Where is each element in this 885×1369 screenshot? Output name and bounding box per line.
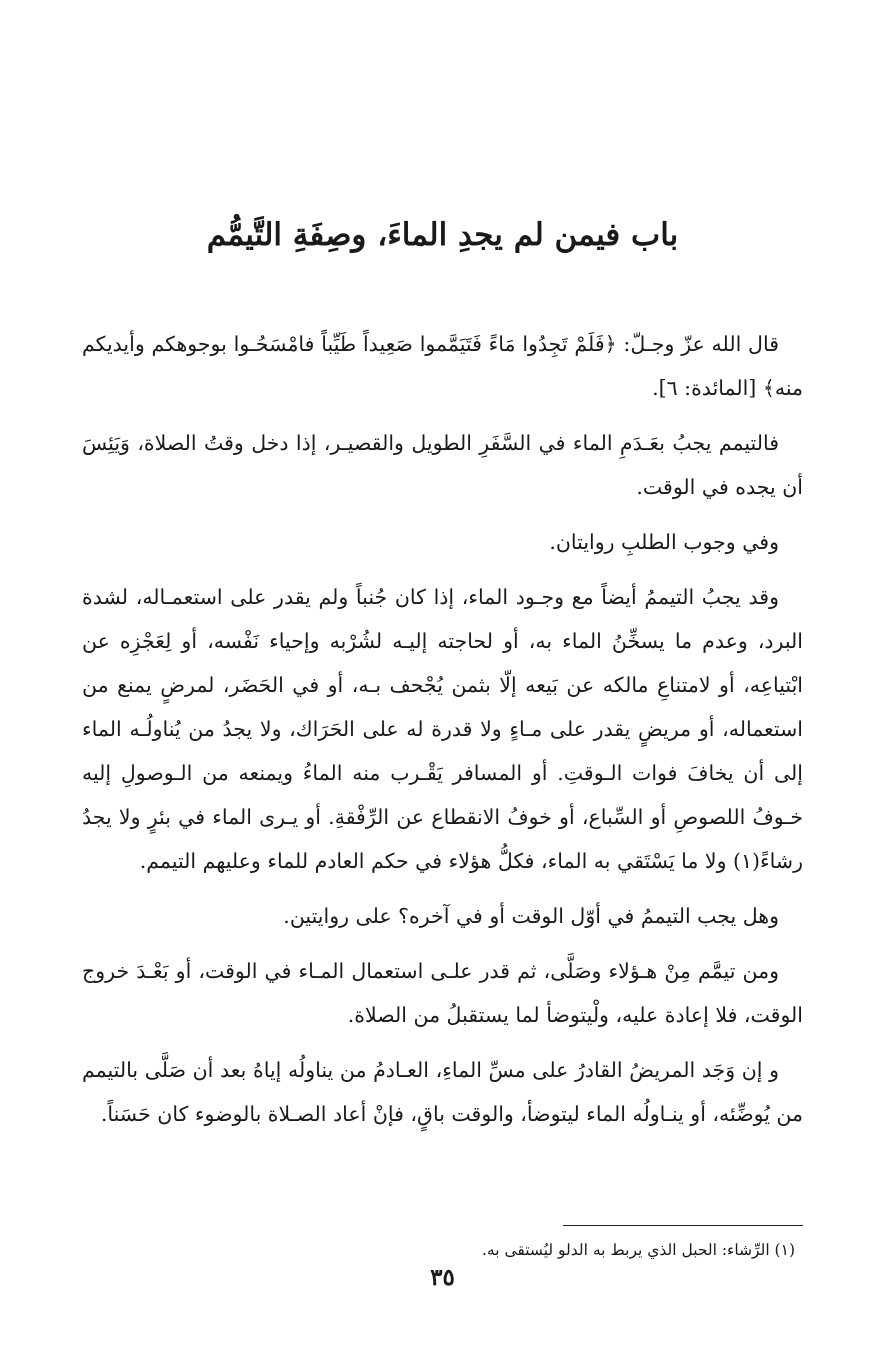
paragraph: وفي وجوب الطلبِ روايتان. <box>549 530 779 554</box>
paragraph: و إن وَجَد المريضُ القادرُ على مسِّ الماءِ، العـادمُ من يناولُه إياهُ بعد أن صَلَّى بالتيمم من يُوضِّئه، أو ينـاولُه الماء ليتوضأ، والوقت باقٍ، فإنْ أعاد الصـلاة بالوضوء كان حَسَناً. <box>82 1058 803 1126</box>
page-number: ٣٥ <box>430 1264 455 1291</box>
paragraph: فالتيمم يجبُ بعَـدَمِ الماء في السَّفَرِ الطويل والقصيـر، إذا دخل وقتُ الصلاة، وَيَئِسَ أن يجده في الوقت. <box>82 431 803 499</box>
paragraph-quran-verse: قال الله عزّ وجـلّ: ﴿فَلَمْ تَجِدُوا مَاءً فَتَيَمَّموا صَعِيداً طَيِّباً فامْسَحُـوا بوجوهكم وأيديكم منه﴾ [المائدة: ٦]. <box>82 332 803 400</box>
paragraph: ومن تيمَّم مِنْ هـؤلاء وصَلَّى، ثم قدر علـى استعمال المـاء في الوقت، أو بَعْـدَ خروج الوقت، فلا إعادة عليه، ولْيتوضأ لما يستقبلُ من الصلاة. <box>82 959 803 1027</box>
footnote: (١) الرِّشاء: الحبل الذي يربط به الدلو ليُستقى به. <box>481 1241 795 1259</box>
paragraph: وهل يجب التيممُ في أوّل الوقت أو في آخره؟ على روايتين. <box>283 904 779 928</box>
paragraph: وقد يجبُ التيممُ أيضاً مع وجـود الماء، إذا كان جُنباً ولم يقدر على استعمـاله، لشدة البرد، وعدم ما يسخِّنُ الماء به، أو لحاجته إليـه لشُرْبه وإحياء نَفْسه، أو لِعَجْزِه عن ابْتياعِه، أو لامتناعِ مالكه عن بَيعه إلّا بثمن يُجْحف بـه، أو في الحَضَر، لمرضٍ يمنع من استعماله، أو مريضٍ يقدر على مـاءٍ ولا قدرة له على الحَرَاك، ولا يجدُ من يُناولُـه الماء إلى أن يخافَ فوات الـوقتِ. أو المسافر يَقْـرب منه الماءُ ويمنعه من الـوصولِ إليه خـوفُ اللصوصِ أو السِّباع، أو خوفُ الانقطاع عن الرِّفْقةِ. أو يـرى الماء في بئرٍ ولا يجدُ رشاءً(١) ولا ما يَسْتَقي به الماء، فكلُّ هؤلاء في حكم العادم للماء وعليهم التيمم. <box>82 585 803 873</box>
footnote-divider <box>563 1225 803 1226</box>
page-body <box>82 322 803 1147</box>
chapter-title: باب فيمن لم يجدِ الماءَ، وصِفَةِ التَّيمُّم <box>206 217 679 253</box>
